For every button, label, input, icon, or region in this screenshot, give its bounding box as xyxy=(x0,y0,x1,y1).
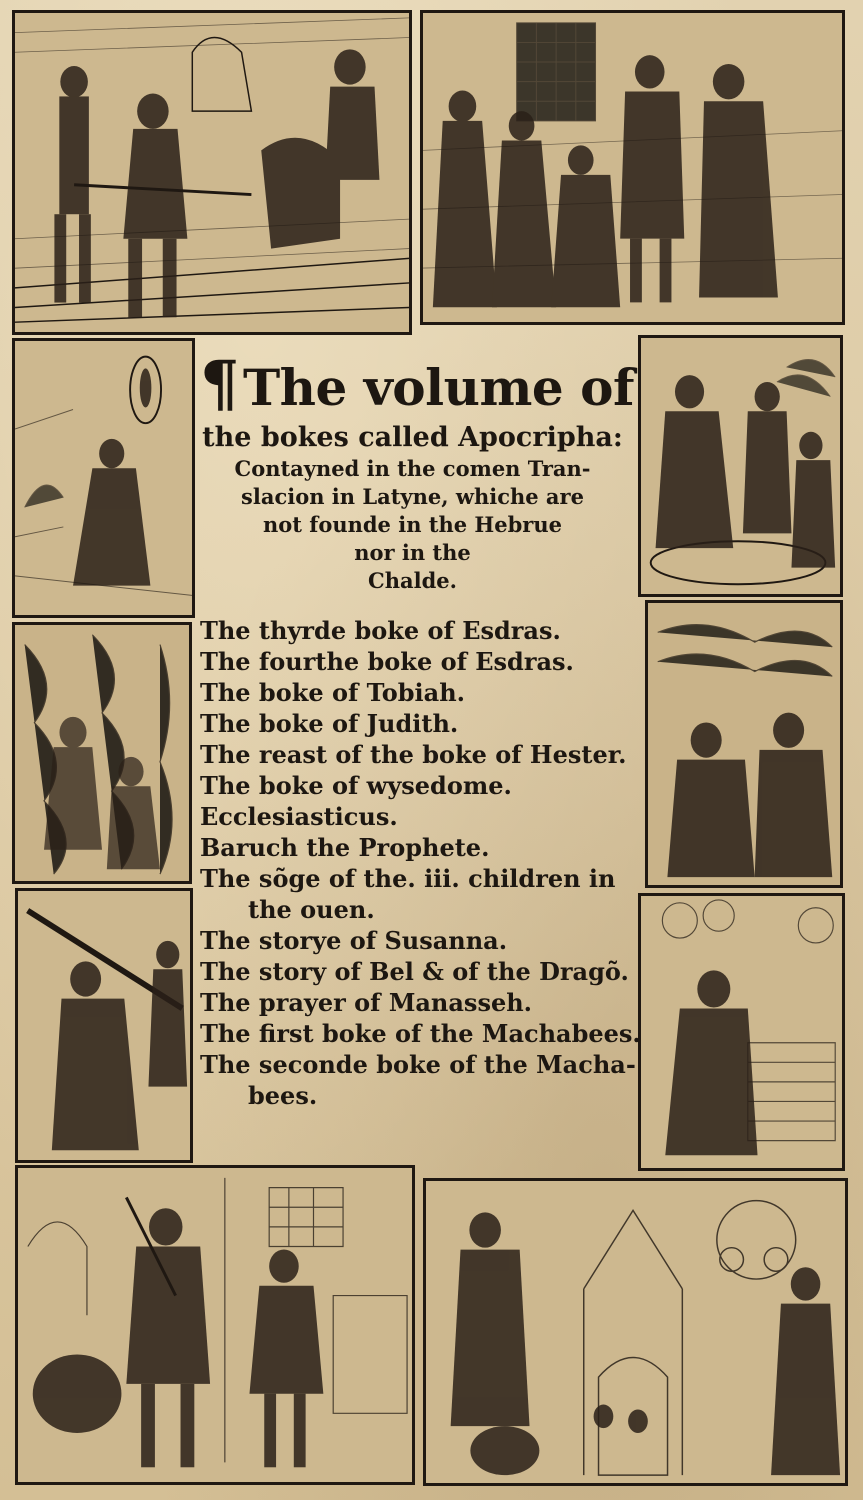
title-line-2: the bokes called Apocripha: xyxy=(202,422,623,453)
title-line-6: nor in the xyxy=(354,540,471,565)
contents-item-text: The boke of Judith. xyxy=(200,709,459,738)
woodcut-bottom-right xyxy=(423,1178,848,1486)
title-main-text: The volume of xyxy=(242,358,634,417)
contents-item xyxy=(200,1049,640,1111)
contents-item-text: The fourthe boke of Esdras. xyxy=(200,647,574,676)
woodcut-left-2 xyxy=(12,622,192,884)
woodcut-right-2 xyxy=(645,600,843,888)
title-line-4: slacion in Latyne, whiche are xyxy=(241,484,584,509)
contents-item xyxy=(200,863,640,925)
woodcut-left-1 xyxy=(12,338,195,618)
woodcut-top-right xyxy=(420,10,845,325)
title-line-3: Contayned in the comen Tran- xyxy=(234,456,591,481)
contents-item-text: The thyrde boke of Esdras. xyxy=(200,616,561,645)
contents-item xyxy=(200,832,640,863)
woodcut-bottom-left xyxy=(15,1165,415,1485)
contents-item-text: The storye of Susanna. xyxy=(200,926,508,955)
contents-item xyxy=(200,708,640,739)
contents-item-continuation: the ouen. xyxy=(248,895,375,924)
contents-item-text: The boke of Tobiah. xyxy=(200,678,466,707)
woodcut-right-1 xyxy=(638,335,843,597)
contents-list xyxy=(200,615,640,1111)
title-line-5: not founde in the Hebrue xyxy=(263,512,562,537)
contents-item xyxy=(200,770,640,801)
contents-item-continuation: bees. xyxy=(248,1081,318,1110)
contents-item xyxy=(200,956,640,987)
contents-item xyxy=(200,615,640,646)
contents-item-text: The boke of wysedome. xyxy=(200,771,512,800)
title-main xyxy=(200,347,634,420)
title-line-7: Chalde. xyxy=(368,568,457,593)
contents-item xyxy=(200,677,640,708)
woodcut-left-3 xyxy=(15,888,193,1163)
contents-item xyxy=(200,1018,640,1049)
pilcrow-mark: ¶ xyxy=(200,347,239,420)
contents-item-text: Baruch the Prophete. xyxy=(200,833,490,862)
contents-item-text: The story of Bel & of the Dragõ. xyxy=(200,957,629,986)
contents-item-text: The prayer of Manasseh. xyxy=(200,988,533,1017)
contents-item-text: The reast of the boke of Hester. xyxy=(200,740,627,769)
woodcut-right-3 xyxy=(638,893,845,1171)
contents-item xyxy=(200,925,640,956)
contents-item-text: Ecclesiasticus. xyxy=(200,802,398,831)
contents-item-text: The seconde boke of the Macha- xyxy=(200,1050,636,1079)
contents-item xyxy=(200,987,640,1018)
contents-item xyxy=(200,739,640,770)
contents-item-text: The first boke of the Machabees. xyxy=(200,1019,641,1048)
contents-item xyxy=(200,646,640,677)
contents-item xyxy=(200,801,640,832)
contents-item-text: The sõge of the. iii. children in xyxy=(200,864,616,893)
title-block xyxy=(200,347,634,595)
woodcut-top-left xyxy=(12,10,412,335)
